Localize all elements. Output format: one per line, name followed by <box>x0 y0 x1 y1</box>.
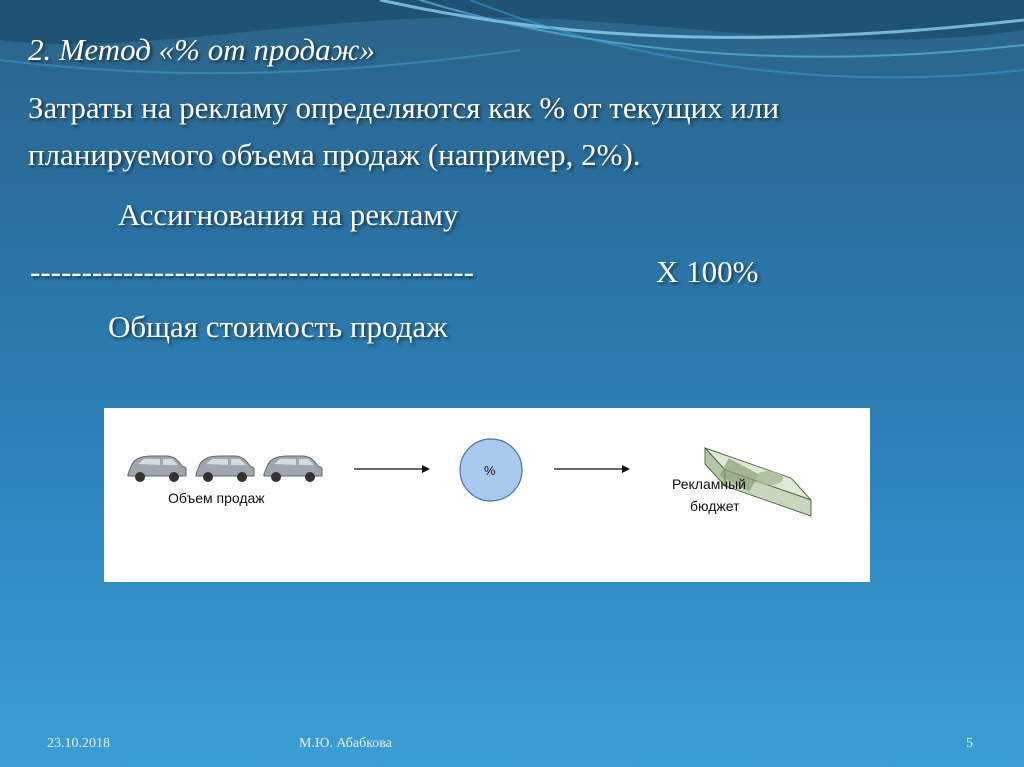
car-icon <box>128 456 186 482</box>
sales-volume-label: Объем продаж <box>168 490 265 506</box>
slide-title: 2. Метод «% от продаж» <box>28 32 375 67</box>
footer-author: М.Ю. Абабкова <box>299 736 392 751</box>
car-icon <box>196 456 254 482</box>
formula-divider: ------------------------------------------- <box>30 254 474 289</box>
arrow-icon <box>554 465 630 473</box>
body-line-1: Затраты на рекламу определяются как % от текущих или <box>28 90 780 125</box>
formula-numerator: Ассигнования на рекламу <box>118 197 459 232</box>
car-icon <box>264 456 322 482</box>
percent-label: % <box>484 463 496 478</box>
budget-label-line1: Рекламный <box>672 476 746 492</box>
formula-multiplier: X 100% <box>656 254 759 289</box>
formula-denominator: Общая стоимость продаж <box>108 309 448 344</box>
body-line-2: планируемого объема продаж (например, 2%). <box>28 137 641 172</box>
arrow-icon <box>354 465 430 473</box>
sales-budget-diagram <box>104 408 870 582</box>
slide-text <box>28 30 1008 178</box>
budget-label-line2: бюджет <box>690 498 740 514</box>
footer-page-number: 5 <box>966 736 973 751</box>
footer-date: 23.10.2018 <box>47 736 110 751</box>
